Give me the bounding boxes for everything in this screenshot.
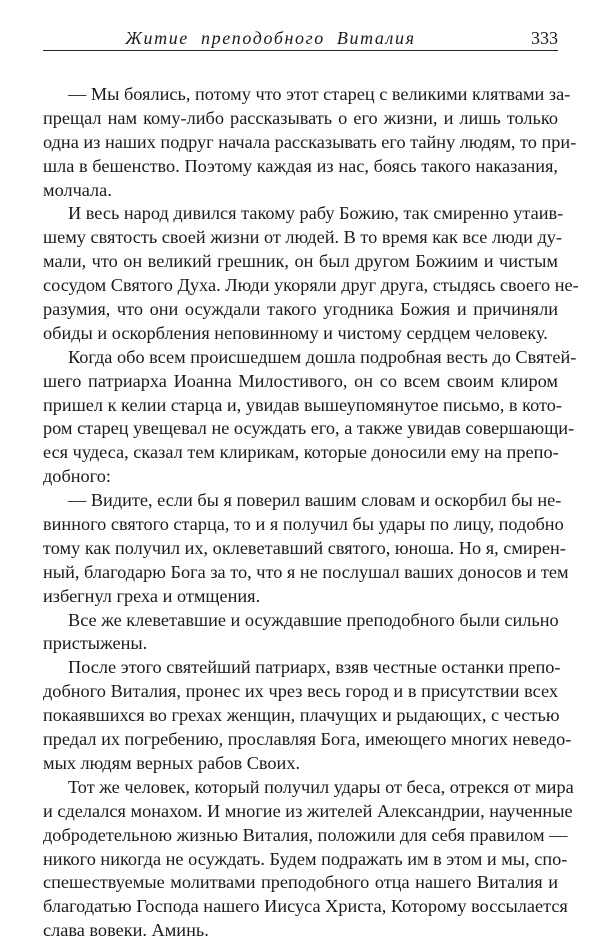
text-line: После этого святейший патриарх, взяв честные останки препо- <box>68 657 561 678</box>
text-line: шего патриарха Иоанна Милостивого, он со всем своим клиром <box>43 370 558 391</box>
paragraph <box>43 656 572 775</box>
text-line: пришел к келии старца и, увидав вышеупомянутое письмо, в кото- <box>43 394 562 415</box>
text-line: винного святого старца, то и я получил бы удары по лицу, подобно <box>43 514 564 535</box>
text-line: мых людям верных рабов Своих. <box>43 752 301 773</box>
page-body <box>43 83 579 943</box>
text-line: И весь народ дивился такому рабу Божию, так смиренно утаив- <box>68 203 564 224</box>
text-line: никого никогда не осуждать. Будем подражать им в этом и мы, спо- <box>43 848 568 869</box>
text-line: разумия, что они осуждали такого угодника Божия и причиняли <box>43 299 558 320</box>
paragraph <box>43 83 577 202</box>
text-line: тому как получил их, оклеветавший святого, юноша. Но я, смирен- <box>43 537 566 558</box>
text-line: шему святость своей жизни от людей. В то время как все люди ду- <box>43 227 563 248</box>
paragraph <box>43 202 579 345</box>
running-title: Житие преподобного Виталия <box>125 28 416 48</box>
running-header <box>43 28 558 51</box>
text-line: обиды и оскорбления неповинному и чистому сердцем человеку. <box>43 322 548 343</box>
text-line: шла в бешенство. Поэтому каждая из нас, боясь такого наказания, <box>43 155 558 176</box>
text-line: Тот же человек, который получил удары от беса, отрекся от мира <box>68 776 574 797</box>
text-line: благодатью Господа нашего Иисуса Христа, Которому воссылается <box>43 896 568 917</box>
text-line: молчала. <box>43 179 112 200</box>
text-line: Все же клеветавшие и осуждавшие преподобного были сильно <box>68 609 559 630</box>
text-line: спешествуемые молитвами преподобного отца нашего Виталия и <box>43 872 558 893</box>
text-line: ром старец увещевал не осуждать его, а также увидав совершающи- <box>43 418 575 439</box>
text-line: добного: <box>43 466 111 487</box>
text-line: избегнул греха и отмщения. <box>43 585 261 606</box>
text-line: прещал нам кому-либо рассказывать о его жизни, и лишь только <box>43 107 558 128</box>
text-line: одна из наших подруг начала рассказывать его тайну людям, то при- <box>43 131 577 152</box>
paragraph <box>43 609 558 657</box>
paragraph <box>43 776 574 943</box>
text-line: ный, благодарю Бога за то, что я не послушал ваших доносов и тем <box>43 561 569 582</box>
text-line: слава вовеки. Аминь. <box>43 920 209 941</box>
text-line: Когда обо всем происшедшем дошла подробная весть до Святей- <box>68 346 577 367</box>
text-line: и сделался монахом. И многие из жителей Александрии, наученные <box>43 800 573 821</box>
text-line: пристыжены. <box>43 633 148 654</box>
text-line: — Мы боялись, потому что этот старец с великими клятвами за- <box>68 84 571 104</box>
page-number: 333 <box>531 28 558 48</box>
text-line: сосудом Святого Духа. Люди укоряли друг друга, стыдясь своего не- <box>43 275 579 296</box>
text-line: мали, что он великий грешник, он был другом Божиим и чистым <box>43 251 558 272</box>
text-line: предал их погребению, прославляя Бога, имеющего многих неведо- <box>43 729 572 750</box>
text-line: покаявшихся во грехах женщин, плачущих и рыдающих, с честью <box>43 705 560 726</box>
text-line: — Видите, если бы я поверил вашим словам и оскорбил бы не- <box>68 490 562 511</box>
paragraph <box>43 346 577 489</box>
text-line: еся чудеса, сказал тем клирикам, которые доносили ему на препо- <box>43 442 559 463</box>
text-line: добного Виталия, пронес их чрез весь город и в присутствии всех <box>43 681 558 702</box>
text-line: добродетельною жизнью Виталия, положили для себя правилом — <box>43 824 568 845</box>
paragraph <box>43 489 569 608</box>
